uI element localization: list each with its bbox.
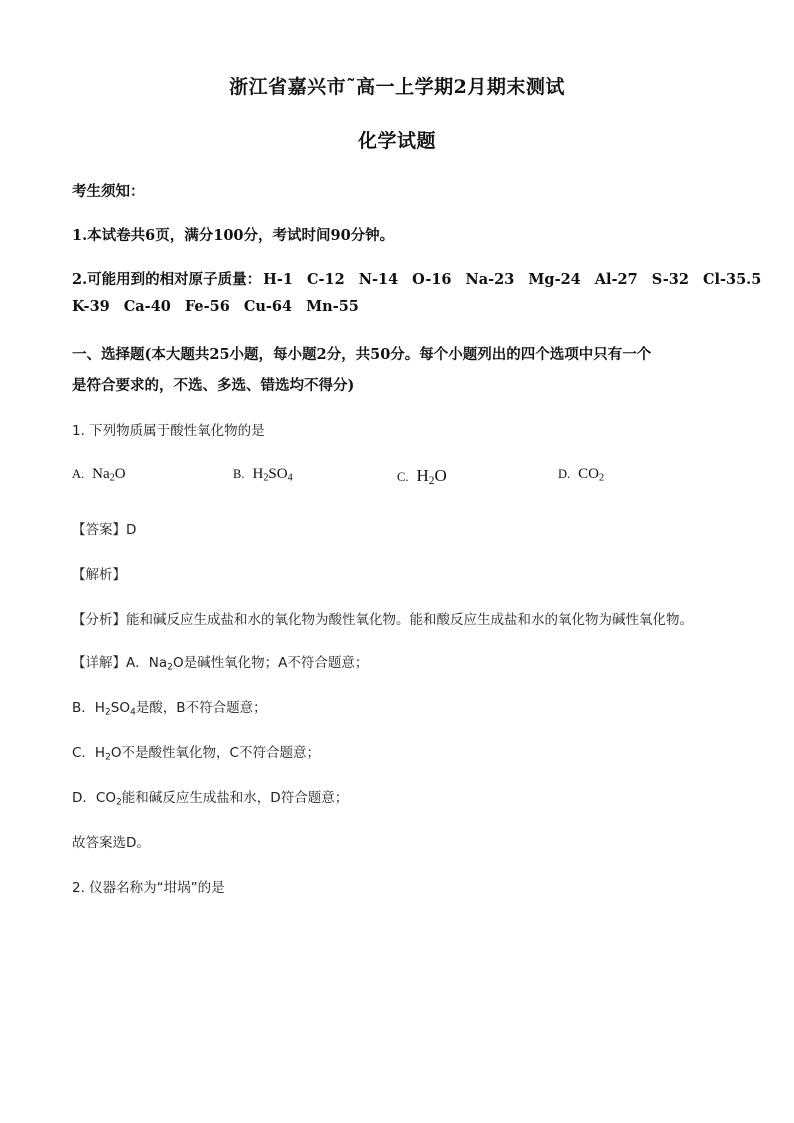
formula: $Na_2O$ [92, 466, 126, 484]
notice-item-1: 1.本试卷共6页，满分100分，考试时间90分钟。 [72, 227, 395, 244]
atomic-mass: Cu-64 [243, 298, 293, 315]
atomic-mass: Al-27 [594, 271, 638, 288]
atomic-mass: C-12 [306, 271, 345, 288]
option-a: A. $Na_2O$ [72, 466, 126, 484]
analysis-tag: 【解析】 [72, 567, 126, 583]
notice-item-2 [72, 268, 761, 289]
formula: $H_2SO_4$ [252, 466, 293, 484]
atomic-mass: N-14 [358, 271, 399, 288]
formula: $H_2O$ [416, 466, 447, 487]
option-c: C. $H_2O$ [397, 466, 447, 487]
question-1-stem: 1. 下列物质属于酸性氧化物的是 [72, 423, 265, 439]
formula: $CO_2$ [578, 466, 605, 484]
answer-line [72, 518, 136, 538]
answer-tag: 【答案】 [72, 522, 126, 538]
atomic-mass: Cl-35.5 [702, 271, 762, 288]
detail-b-line: B．$H_2SO_4$是酸，B不符合题意； [72, 700, 267, 718]
atomic-mass: Ca-40 [123, 298, 171, 315]
option-b: B. $H_2SO_4$ [233, 466, 293, 484]
atomic-mass: Mg-24 [528, 271, 581, 288]
detail-tag: 【详解】 [72, 655, 126, 671]
detail-d-line: D．$CO_2$能和碱反应生成盐和水，D符合题意； [72, 790, 349, 808]
notice-heading: 考生须知： [72, 183, 145, 200]
atomic-mass: Fe-56 [184, 298, 230, 315]
notice-item-2-prefix: 2.可能用到的相对原子质量： [72, 271, 262, 288]
option-d: D. $CO_2$ [558, 466, 605, 484]
atomic-mass: H-1 [263, 271, 293, 288]
atomic-mass: S-32 [651, 271, 689, 288]
detail-a-line: 【详解】A．$Na_2O$是碱性氧化物；A不符合题意； [72, 655, 369, 673]
conclusion-line: 故答案选D。 [72, 835, 150, 851]
fenxi-line [72, 608, 693, 628]
notice-item-2-cont [72, 298, 373, 315]
section-1-heading-cont: 是符合要求的，不选、多选、错选均不得分) [72, 377, 355, 394]
subject-title: 化学试题 [357, 130, 436, 152]
answer-value: D [126, 522, 137, 538]
atomic-mass: K-39 [72, 298, 110, 315]
atomic-mass: Mn-55 [306, 298, 359, 315]
detail-c-line: C．$H_2O$不是酸性氧化物，C不符合题意； [72, 745, 320, 763]
fenxi-tag: 【分析】 [72, 612, 126, 628]
atomic-mass: Na-23 [465, 271, 515, 288]
exam-title: 浙江省嘉兴市˜高一上学期2月期末测试 [229, 76, 565, 98]
section-1-heading: 一、选择题(本大题共25小题，每小题2分，共50分。每个小题列出的四个选项中只有一个 [72, 346, 652, 363]
question-2-stem: 2. 仪器名称为“坩埚”的是 [72, 880, 225, 896]
atomic-mass: O-16 [412, 271, 452, 288]
fenxi-text: 能和碱反应生成盐和水的氧化物为酸性氧化物。能和酸反应生成盐和水的氧化物为碱性氧化物。 [126, 612, 693, 628]
